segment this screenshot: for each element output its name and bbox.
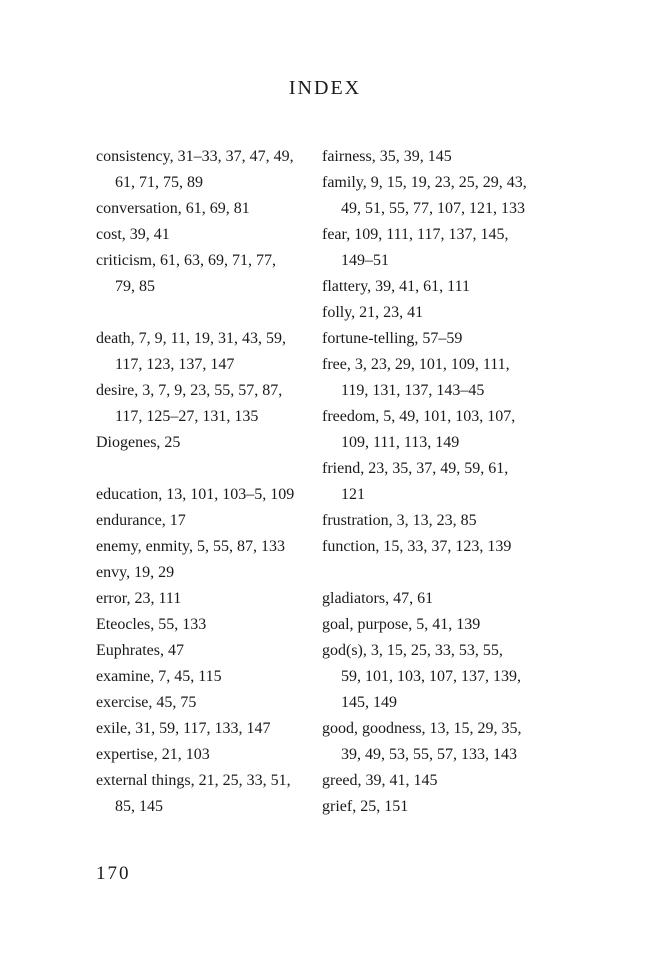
index-entry-continuation: 61, 71, 75, 89 [115,174,203,191]
index-entry [322,716,554,768]
index-entry [96,508,311,534]
index-entry [322,144,554,170]
page-number: 170 [96,863,131,884]
index-entry-line: goal, purpose, 5, 41, 139 [322,616,481,633]
index-entry [322,326,554,352]
page-title: INDEX [288,77,362,99]
index-entry [322,638,554,716]
index-entry [96,768,311,820]
index-entry [96,196,311,222]
index-entry-continuation: 59, 101, 103, 107, 137, 139, [341,668,521,685]
index-column-left [96,144,311,820]
index-entry [96,430,311,456]
index-entry-line: conversation, 61, 69, 81 [96,200,250,217]
index-entry-continuation: 119, 131, 137, 143–45 [341,382,485,399]
index-entry-line: external things, 21, 25, 33, 51, [96,772,291,789]
index-entry [322,352,554,404]
index-entry-line: death, 7, 9, 11, 19, 31, 43, 59, [96,330,287,347]
index-entry [96,716,311,742]
index-entry [322,794,554,820]
index-entry-continuation: 121 [341,486,365,503]
index-entry [322,300,554,326]
index-entry-continuation: 85, 145 [115,798,163,815]
index-entry [96,482,311,508]
index-entry-line: desire, 3, 7, 9, 23, 55, 57, 87, [96,382,283,399]
index-entry-line: enemy, enmity, 5, 55, 87, 133 [96,538,286,555]
index-entry [322,586,554,612]
index-entry-continuation: 117, 123, 137, 147 [115,356,235,373]
section-gap [96,300,311,326]
index-entry-line: Diogenes, 25 [96,434,181,451]
index-entry [96,742,311,768]
index-entry-line: good, goodness, 13, 15, 29, 35, [322,720,522,737]
index-entry [322,508,554,534]
index-entry [96,222,311,248]
index-entry-continuation: 39, 49, 53, 55, 57, 133, 143 [341,746,517,763]
index-entry-line: exercise, 45, 75 [96,694,197,711]
index-entry-line: fairness, 35, 39, 145 [322,148,452,165]
index-entry-line: frustration, 3, 13, 23, 85 [322,512,477,529]
index-entry-line: fear, 109, 111, 117, 137, 145, [322,226,509,243]
index-entry-line: expertise, 21, 103 [96,746,210,763]
index-entry [96,664,311,690]
index-entry-line: folly, 21, 23, 41 [322,304,424,321]
index-entry-line: friend, 23, 35, 37, 49, 59, 61, [322,460,509,477]
index-entry-line: free, 3, 23, 29, 101, 109, 111, [322,356,510,373]
index-entry [322,768,554,794]
index-entry [96,326,311,378]
index-entry-line: consistency, 31–33, 37, 47, 49, [96,148,294,165]
index-entry-line: cost, 39, 41 [96,226,170,243]
index-entry-continuation: 49, 51, 55, 77, 107, 121, 133 [341,200,525,217]
index-entry [322,612,554,638]
index-entry-line: freedom, 5, 49, 101, 103, 107, [322,408,516,425]
index-entry-line: criticism, 61, 63, 69, 71, 77, [96,252,276,269]
index-entry-line: grief, 25, 151 [322,798,409,815]
index-entry-line: greed, 39, 41, 145 [322,772,438,789]
index-entry [322,534,554,560]
index-entry [96,612,311,638]
index-entry [96,248,311,300]
index-entry [322,456,554,508]
index-entry [96,638,311,664]
index-entry [322,222,554,274]
index-entry [96,560,311,586]
index-entry [96,586,311,612]
index-entry-line: function, 15, 33, 37, 123, 139 [322,538,512,555]
index-entry-continuation: 79, 85 [115,278,155,295]
index-entry [96,144,311,196]
index-entry-continuation: 109, 111, 113, 149 [341,434,460,451]
index-entry-line: envy, 19, 29 [96,564,175,581]
index-entry-line: Eteocles, 55, 133 [96,616,207,633]
index-entry-line: gladiators, 47, 61 [322,590,434,607]
index-entry-line: Euphrates, 47 [96,642,184,659]
index-entry-line: exile, 31, 59, 117, 133, 147 [96,720,271,737]
index-entry-line: error, 23, 111 [96,590,182,607]
index-entry-line: family, 9, 15, 19, 23, 25, 29, 43, [322,174,527,191]
index-entry-continuation: 149–51 [341,252,389,269]
index-entry-continuation: 117, 125–27, 131, 135 [115,408,259,425]
index-entry-continuation: 145, 149 [341,694,397,711]
index-entry-line: flattery, 39, 41, 61, 111 [322,278,470,295]
index-entry-line: god(s), 3, 15, 25, 33, 53, 55, [322,642,503,659]
section-gap [96,456,311,482]
index-column-right [322,144,554,820]
index-entry [96,534,311,560]
index-entry [322,404,554,456]
index-entry [322,170,554,222]
index-entry-line: examine, 7, 45, 115 [96,668,222,685]
index-entry-line: fortune-telling, 57–59 [322,330,463,347]
index-entry-line: education, 13, 101, 103–5, 109 [96,486,295,503]
section-gap [322,560,554,586]
index-entry-line: endurance, 17 [96,512,186,529]
index-entry [96,378,311,430]
index-entry [322,274,554,300]
index-entry [96,690,311,716]
